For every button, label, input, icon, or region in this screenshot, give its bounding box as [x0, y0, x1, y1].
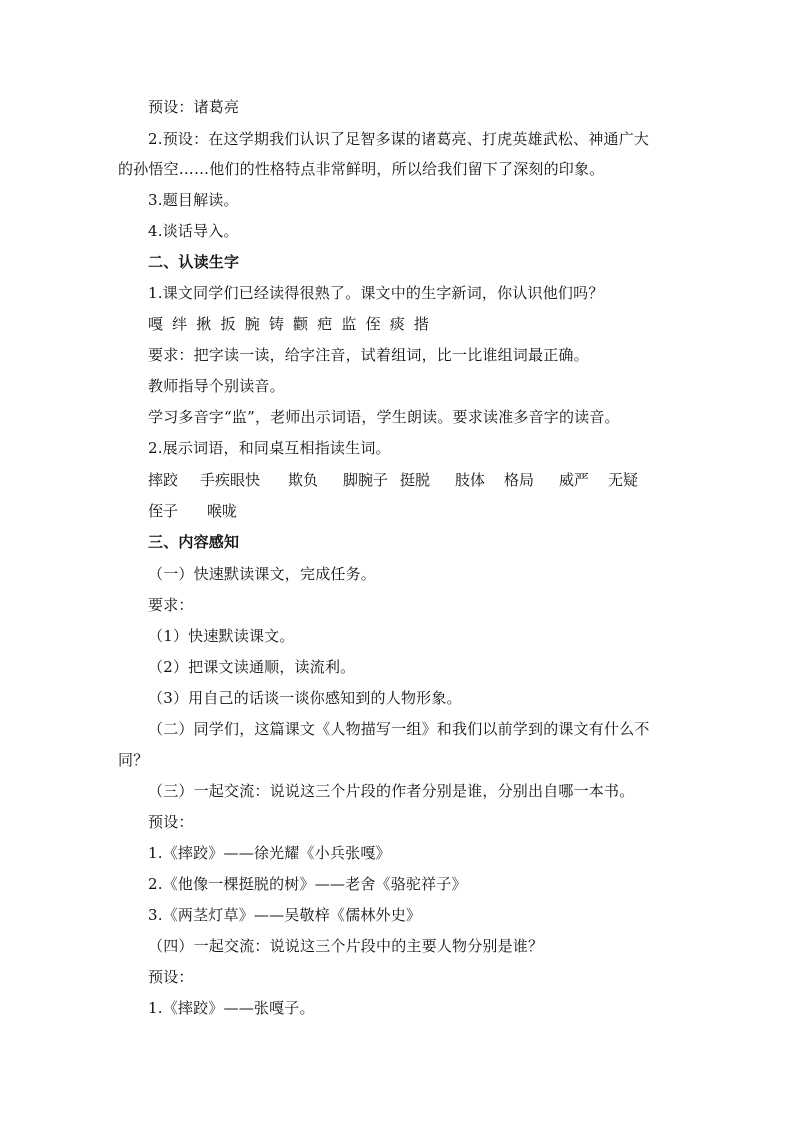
text-line: 3.题目解读。: [148, 191, 239, 209]
character: 绊: [172, 315, 188, 333]
character: 扳: [220, 315, 236, 333]
text-line: （3）用自己的话谈一谈你感知到的人物形象。: [148, 689, 462, 707]
vocab-word: 无疑: [608, 471, 639, 489]
character: 疤: [317, 315, 333, 333]
text-line: 预设：: [148, 968, 194, 986]
text-line: 的孙悟空……他们的性格特点非常鲜明，所以给我们留下了深刻的印象。: [118, 160, 605, 178]
vocab-word: 威严: [559, 471, 590, 489]
character: 铸: [268, 315, 285, 333]
vocab-word: 格局: [504, 471, 535, 489]
character: 揩: [413, 315, 430, 333]
text-line: 要求：: [148, 596, 194, 614]
character: 侄: [365, 315, 381, 333]
character: 嘎: [148, 315, 164, 333]
text-line: 3.《两茎灯草》——吴敬梓《儒林外史》: [148, 906, 422, 924]
vocab-word: 侄子: [148, 502, 179, 520]
text-line: 1.《摔跤》——张嘎子。: [148, 999, 315, 1017]
text-line: 要求：把字读一读，给字注音，试着组词，比一比谁组词最正确。: [148, 346, 589, 364]
text-line: （一）快速默读课文，完成任务。: [148, 565, 377, 583]
text-line: 同？: [118, 751, 149, 769]
text-line: （三）一起交流：说说这三个片段的作者分别是谁，分别出自哪一本书。: [148, 782, 635, 800]
vocab-word: 肢体: [455, 471, 486, 489]
text-line: 2.展示词语，和同桌互相指读生词。: [148, 439, 391, 457]
text-line: （二）同学们，这篇课文《人物描写一组》和我们以前学到的课文有什么不: [148, 720, 650, 738]
character: 揪: [196, 315, 212, 333]
character: 监: [341, 315, 357, 333]
text-line: 1.《摔跤》——徐光耀《小兵张嘎》: [148, 844, 391, 862]
text-line: 2.《他像一棵挺脱的树》——老舍《骆驼祥子》: [148, 875, 467, 893]
text-line: 教师指导个别读音。: [148, 377, 285, 395]
character: 颧: [293, 315, 309, 333]
vocab-word: 喉咙: [207, 502, 238, 520]
section-heading: 三、内容感知: [148, 533, 240, 551]
character: 腕: [244, 315, 260, 333]
text-line: 预设：诸葛亮: [148, 98, 240, 116]
text-line: 4.谈话导入。: [148, 222, 239, 240]
text-line: （四）一起交流：说说这三个片段中的主要人物分别是谁？: [148, 937, 544, 955]
vocab-word: 挺脱: [400, 471, 431, 489]
character: 痰: [389, 315, 405, 333]
vocab-word: 手疾眼快: [200, 471, 261, 489]
text-line: 预设：: [148, 813, 194, 831]
text-line: 学习多音字“监”，老师出示词语，学生朗读。要求读准多音字的读音。: [148, 408, 620, 426]
new-characters-row: [148, 314, 433, 334]
vocab-word: 摔跤: [148, 471, 179, 489]
section-heading: 二、认读生字: [148, 253, 240, 271]
text-line: 1.课文同学们已经读得很熟了。课文中的生字新词，你认识他们吗？: [148, 284, 604, 302]
text-line: 2.预设：在这学期我们认识了足智多谋的诸葛亮、打虎英雄武松、神通广大: [148, 130, 650, 148]
vocab-word: 欺负: [288, 471, 319, 489]
vocab-word: 脚腕子: [343, 471, 389, 489]
text-line: （2）把课文读通顺，读流利。: [148, 658, 356, 676]
text-line: （1）快速默读课文。: [148, 627, 295, 645]
